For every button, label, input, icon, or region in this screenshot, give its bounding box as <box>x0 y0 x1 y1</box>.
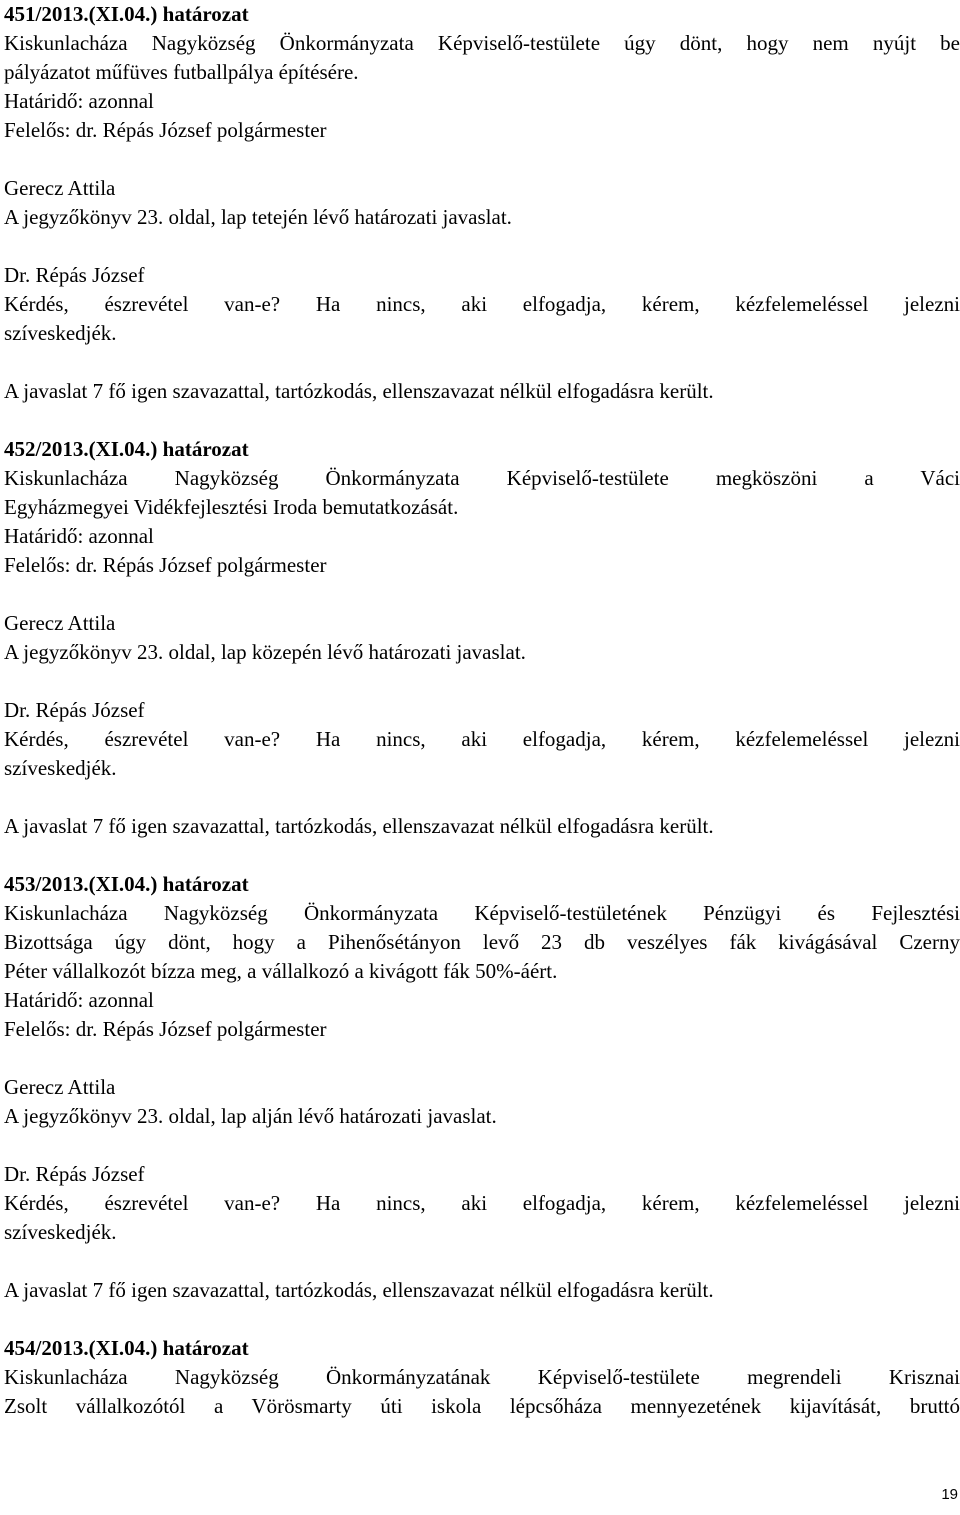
speaker-name: Dr. Répás József <box>4 1162 145 1186</box>
spacer <box>4 1247 960 1276</box>
spacer <box>4 1131 960 1160</box>
resolution-section-451 <box>4 0 960 435</box>
page-number: 19 <box>941 1486 958 1503</box>
speaker-name: Gerecz Attila <box>4 176 116 200</box>
speaker-text: szíveskedjék. <box>4 756 117 780</box>
responsible-line: Felelős: dr. Répás József polgármester <box>4 118 327 142</box>
spacer <box>4 1305 960 1334</box>
responsible-line: Felelős: dr. Répás József polgármester <box>4 553 327 577</box>
resolution-section-453 <box>4 870 960 1334</box>
vote-result: A javaslat 7 fő igen szavazattal, tartózkodás, ellenszavazat nélkül elfogadásra került. <box>4 1278 714 1302</box>
resolution-body-line: Kiskunlacháza Nagyközség Önkormányzata Képviselő-testülete úgy dönt, hogy nem nyújt be <box>4 31 960 55</box>
deadline-line: Határidő: azonnal <box>4 524 154 548</box>
speaker-name: Dr. Répás József <box>4 263 145 287</box>
spacer <box>4 348 960 377</box>
speaker-text: szíveskedjék. <box>4 1220 117 1244</box>
resolution-body-line: Bizottsága úgy dönt, hogy a Pihenősétányon levő 23 db veszélyes fák kivágásával Czerny <box>4 930 960 954</box>
resolution-body-line: Kiskunlacháza Nagyközség Önkormányzata Képviselő-testülete megköszöni a Váci <box>4 466 960 490</box>
resolution-body-line: Zsolt vállalkozótól a Vörösmarty úti iskola lépcsőháza mennyezetének kijavítását, bruttó <box>4 1394 960 1418</box>
resolution-section-454 <box>4 1334 960 1421</box>
spacer <box>4 783 960 812</box>
speaker-text: Kérdés, észrevétel van-e? Ha nincs, aki elfogadja, kérem, kézfelemeléssel jelezni <box>4 1191 960 1215</box>
speaker-text: A jegyzőkönyv 23. oldal, lap alján lévő határozati javaslat. <box>4 1104 497 1128</box>
spacer <box>4 580 960 609</box>
resolution-body-line: Kiskunlacháza Nagyközség Önkormányzatának Képviselő-testülete megrendeli Krisznai <box>4 1365 960 1389</box>
speaker-text: Kérdés, észrevétel van-e? Ha nincs, aki elfogadja, kérem, kézfelemeléssel jelezni <box>4 727 960 751</box>
spacer <box>4 841 960 870</box>
resolution-body-line: Kiskunlacháza Nagyközség Önkormányzata Képviselő-testületének Pénzügyi és Fejlesztési <box>4 901 960 925</box>
speaker-text: A jegyzőkönyv 23. oldal, lap tetején lévő határozati javaslat. <box>4 205 512 229</box>
spacer <box>4 232 960 261</box>
speaker-text: Kérdés, észrevétel van-e? Ha nincs, aki elfogadja, kérem, kézfelemeléssel jelezni <box>4 292 960 316</box>
spacer <box>4 145 960 174</box>
speaker-name: Dr. Répás József <box>4 698 145 722</box>
spacer <box>4 1044 960 1073</box>
deadline-line: Határidő: azonnal <box>4 988 154 1012</box>
vote-result: A javaslat 7 fő igen szavazattal, tartózkodás, ellenszavazat nélkül elfogadásra került. <box>4 814 714 838</box>
spacer <box>4 667 960 696</box>
resolution-heading: 452/2013.(XI.04.) határozat <box>4 437 249 461</box>
resolution-body-line: Péter vállalkozót bízza meg, a vállalkozó a kivágott fák 50%-áért. <box>4 959 558 983</box>
speaker-text: A jegyzőkönyv 23. oldal, lap közepén lévő határozati javaslat. <box>4 640 526 664</box>
speaker-name: Gerecz Attila <box>4 1075 116 1099</box>
resolution-heading: 454/2013.(XI.04.) határozat <box>4 1336 249 1360</box>
spacer <box>4 406 960 435</box>
speaker-name: Gerecz Attila <box>4 611 116 635</box>
resolution-heading: 451/2013.(XI.04.) határozat <box>4 2 249 26</box>
document-content <box>4 0 960 1421</box>
deadline-line: Határidő: azonnal <box>4 89 154 113</box>
resolution-body-line: Egyházmegyei Vidékfejlesztési Iroda bemutatkozását. <box>4 495 459 519</box>
vote-result: A javaslat 7 fő igen szavazattal, tartózkodás, ellenszavazat nélkül elfogadásra került. <box>4 379 714 403</box>
speaker-text: szíveskedjék. <box>4 321 117 345</box>
resolution-heading: 453/2013.(XI.04.) határozat <box>4 872 249 896</box>
resolution-body-line: pályázatot műfüves futballpálya építésére. <box>4 60 359 84</box>
responsible-line: Felelős: dr. Répás József polgármester <box>4 1017 327 1041</box>
resolution-section-452 <box>4 435 960 870</box>
